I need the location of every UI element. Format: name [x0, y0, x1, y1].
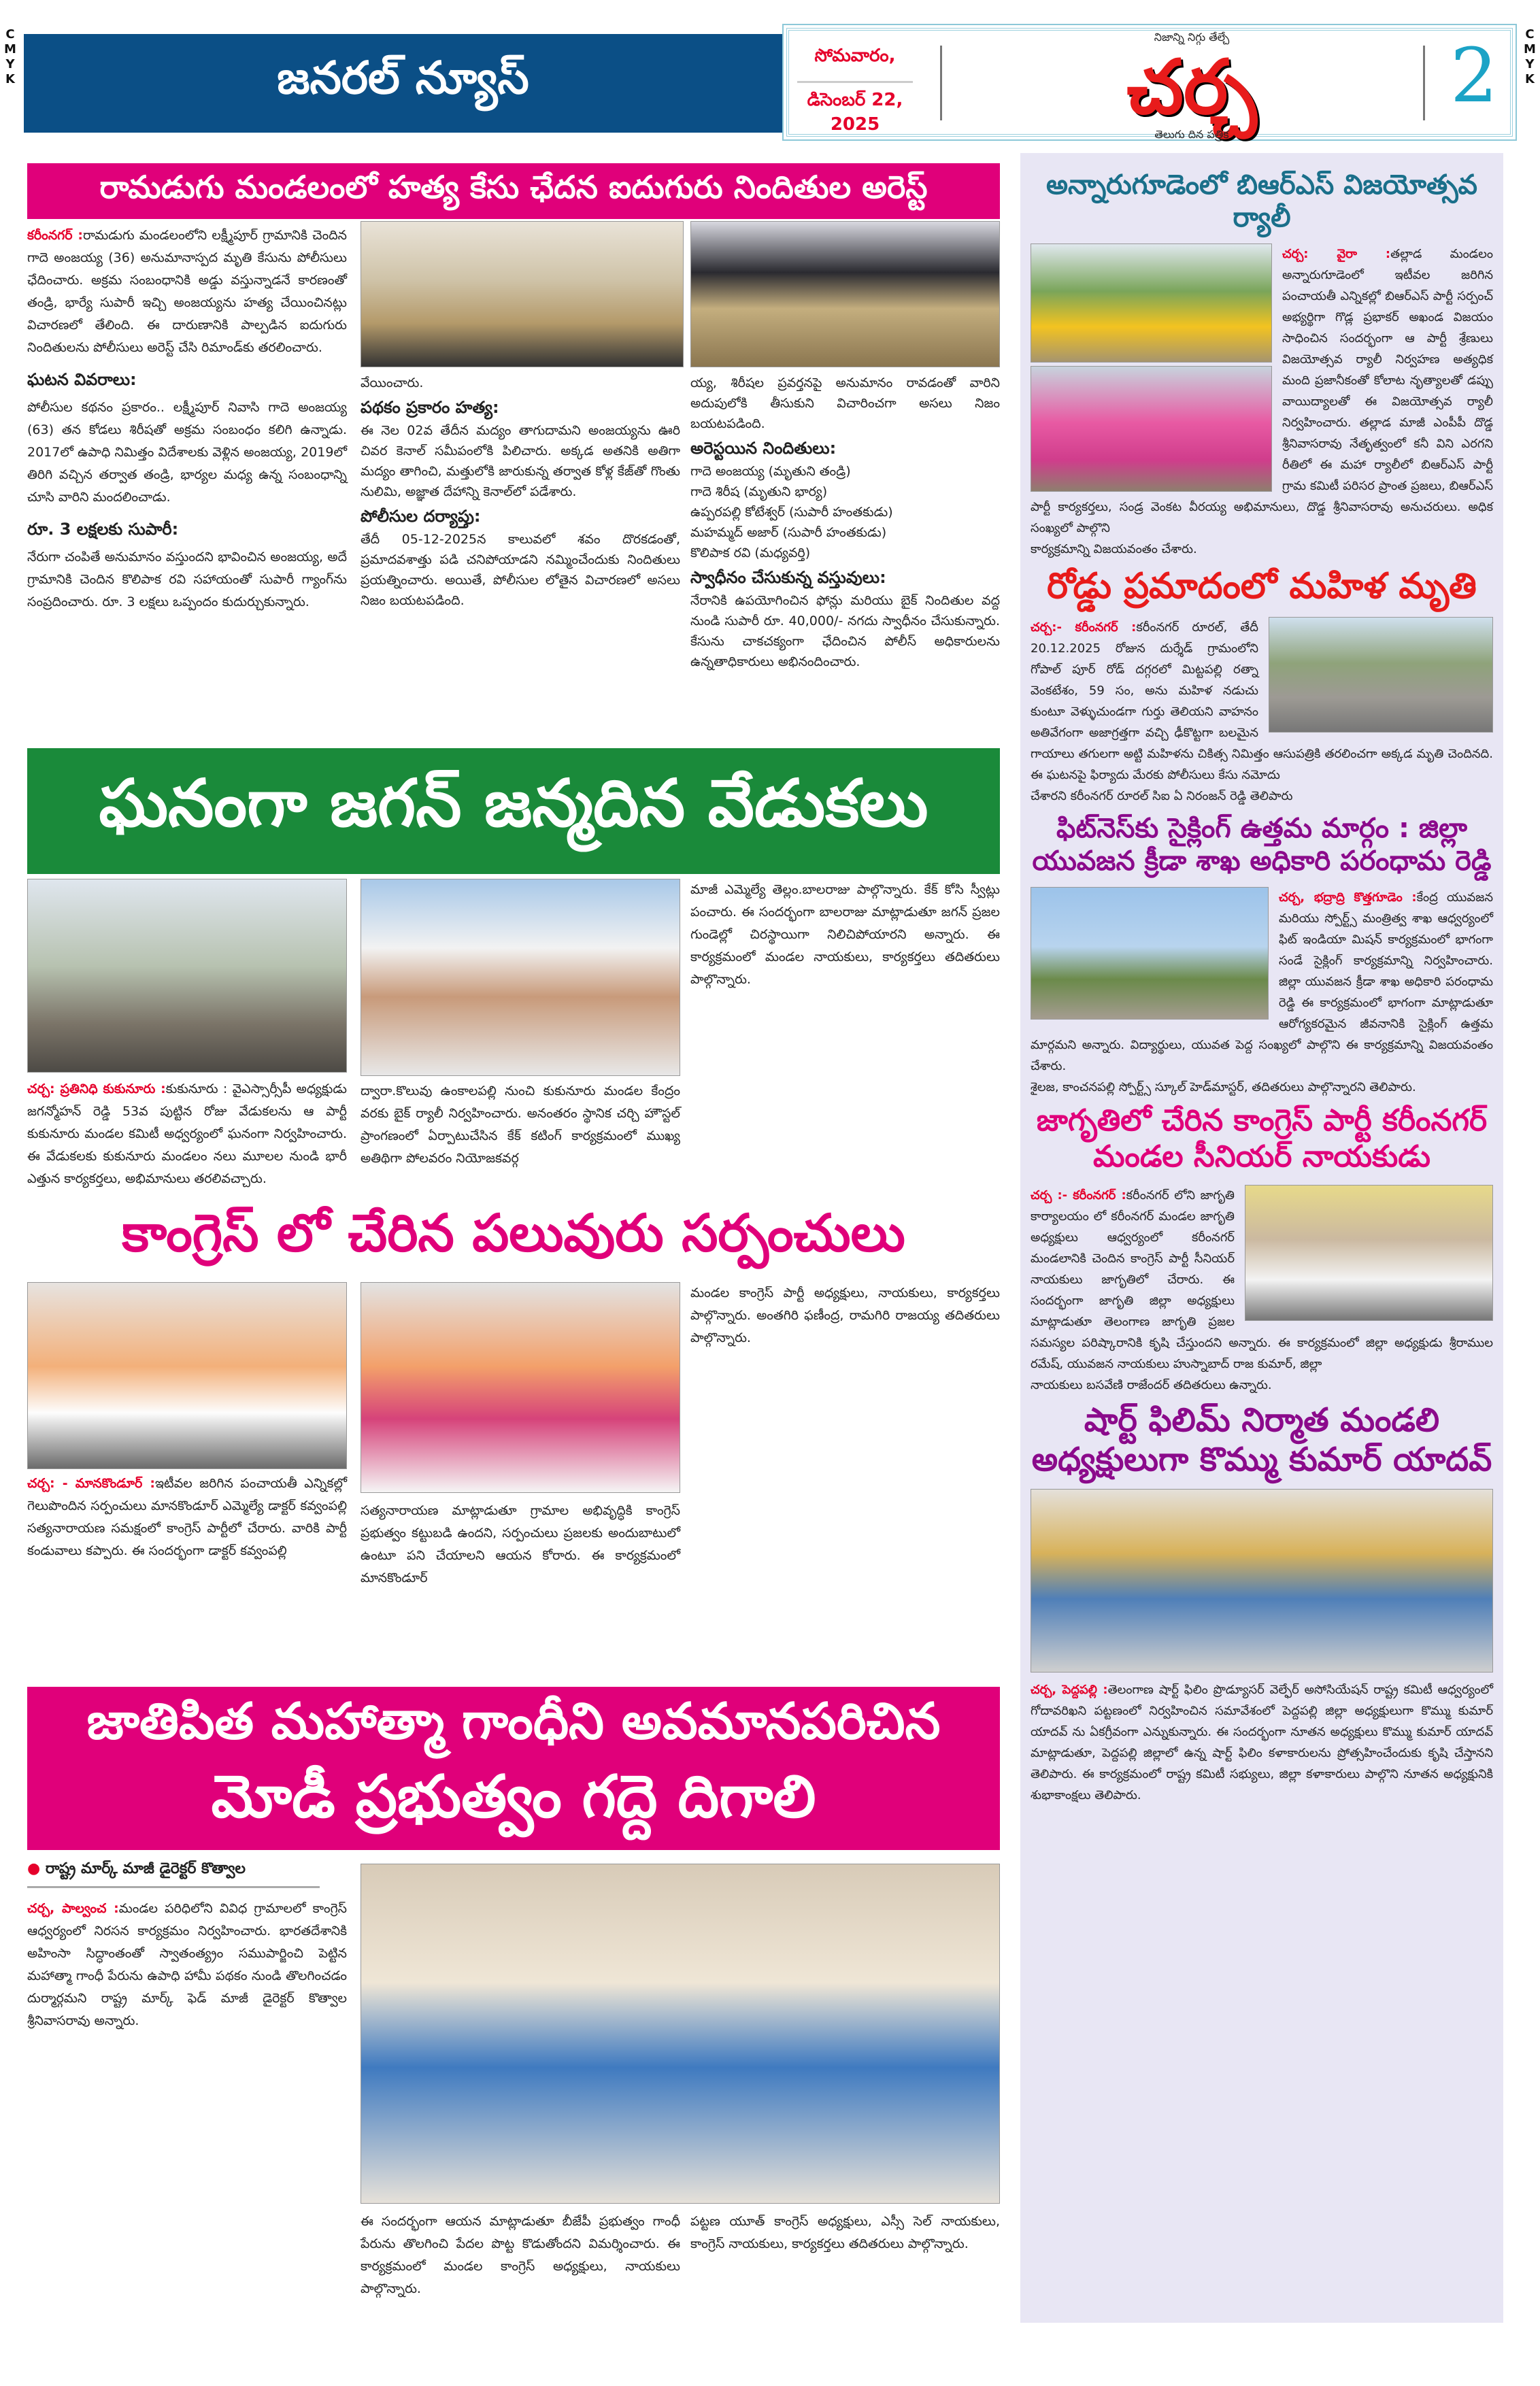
paper-subtitle: తెలుగు దిన పత్రిక — [1154, 128, 1229, 141]
subheading: పథకం ప్రకారం హత్య: — [361, 398, 499, 417]
paragraph: య్య, శిరీషల ప్రవర్తనపై అనుమానం రావడంతో వారిని అదుపులోకి తీసుకుని విచారించగా అసలు నిజం బయటపడింది. — [690, 375, 1000, 431]
subheading: ఘటన వివరాలు: — [27, 370, 137, 389]
dateline: చర్చ :- కరీంనగర్ : — [1031, 1188, 1126, 1203]
section-title-banner — [24, 34, 782, 133]
list-item: మహమ్మద్ అజార్ (సుపారీ హంతకుడు) — [690, 525, 887, 540]
paragraph: కరీంనగర్ లోని జాగృతి కార్యాలయం లో కరీంనగర్ మండల జాగృతి అధ్యక్షులు ఆధ్వర్యంలో కరీంనగర్ మండలానికి చెందిన కాంగ్రెస్ పార్టీ సీనియర్ నాయకులు జాగృతిలో చేరారు. ఈ సందర్భంగా జాగృతి జిల్లా అధ్యక్షులు మాట్లాడుతూ తెలంగాణ జాగృతి ప్రజల సమస్యల పరిష్కారానికి కృషి చేస్తుందని అన్నారు. ఈ కార్యక్రమంలో జిల్లా అధ్యక్షుడు శ్రీరాముల రమేష్, యువజన నాయకులు హుస్నాబాద్ రాజ కుమార్, జిల్లా — [1031, 1188, 1493, 1371]
registration-mark-left: CMYK — [4, 27, 16, 86]
photo-sarpanch-joining-2 — [361, 1282, 680, 1493]
photo-police-press-meet — [361, 221, 684, 367]
subheading: రూ. 3 లక్షలకు సుపారీ: — [27, 520, 179, 539]
headline-story4 — [27, 1687, 1000, 1850]
story3-col2 — [361, 1500, 680, 1590]
headline-story2: ఘనంగా జగన్ జన్మదిన వేడుకలు — [27, 748, 1000, 874]
accused-list — [690, 461, 1000, 563]
story3-col1 — [27, 1473, 347, 1562]
photo-accused-with-police — [690, 221, 1000, 367]
divider — [1423, 46, 1425, 120]
brs-rally-photos — [1031, 243, 1272, 492]
headline-line: మోడీ ప్రభుత్వం గద్దె దిగాలి — [211, 1762, 816, 1831]
day-label: సోమవారం, — [814, 46, 896, 66]
paragraph: మండల పరిధిలోని వివిధ గ్రామాలలో కాంగ్రెస్ ఆధ్వర్యంలో నిరసన కార్యక్రమం నిర్వహించారు. భారతదేశానికి అహింసా సిద్ధాంతంతో స్వాతంత్య్రం సముపార్జించి పెట్టిన మహాత్మా గాంధీ పేరును ఉపాధి హామీ పథకం నుండి తొలగించడం దుర్మార్గమని రాష్ట్ర మార్క్ ఫెడ్ మాజీ డైరెక్టర్ కొత్వాల శ్రీనివాసరావు అన్నారు. — [27, 1901, 347, 2028]
paragraph: చేశారని కరీంనగర్ రూరల్ సిఐ ఏ నిరంజన్ రెడ్డి తెలిపారు — [1031, 789, 1293, 804]
story4-col2 — [361, 2211, 680, 2300]
story2-col3 — [690, 879, 1000, 991]
story2-col1 — [27, 1078, 347, 1190]
list-item: ఉప్పరపల్లి కోటేశ్వర్ (సుపారీ హంతకుడు) — [690, 505, 893, 520]
photo-accident-site — [1269, 617, 1493, 733]
headline-line: జాతిపిత మహాత్మా గాంధీని అవమానపరిచిన — [86, 1692, 941, 1751]
photo-sarpanch-joining-1 — [27, 1282, 347, 1469]
dateline: కరీంనగర్ : — [27, 228, 83, 243]
headline-short-film: షార్ట్ ఫిలిమ్ నిర్మాత మండలి అధ్యక్షులుగా కొమ్ము కుమార్ యాదవ్ — [1031, 1400, 1492, 1479]
paragraph: కుకునూరు : వైఎస్సార్సీపీ అధ్యక్షుడు జగన్మోహన్ రెడ్డి 53వ పుట్టిన రోజు వేడుకలను ఆ పార్టీ కుకునూరు మండల కమిటీ అధ్వర్యంలో ఘనంగా నిర్వహించారు. ఈ వేడుకలకు కుకునూరు మండలం నలు మూలల నుండి భారీ ఎత్తున కార్యకర్తలు, అభిమానులు తరలివచ్చారు. — [27, 1081, 347, 1186]
headline-story3: కాంగ్రెస్ లో చేరిన పలువురు సర్పంచులు — [122, 1203, 905, 1263]
page-number: 2 — [1450, 32, 1498, 119]
right-column — [1020, 153, 1503, 2323]
paragraph: నేరానికి ఉపయోగించిన ఫోన్లు మరియు బైక్ నిందితుల వద్ద నుండి సుపారీ రూ. 40,000/- నగదు స్వాధీనం చేసుకున్నారు. కేసును చాకచక్యంగా ఛేదించిన పోలీస్ అధికారులను ఉన్నతాధికారులు అభినందించారు. — [690, 593, 1000, 669]
headline-brs-rally: అన్నారుగూడెంలో బిఆర్ఎస్ విజయోత్సవ ర్యాలీ — [1045, 169, 1477, 233]
photo-rally-vehicle — [1031, 243, 1272, 363]
date-label: డిసెంబర్ 22, 2025 — [797, 81, 913, 135]
paragraph: శైలజ, కాంచనపల్లి స్పోర్ట్స్ స్కూల్ హెడ్‌మాస్టర్, తదితరులు పాల్గొన్నారని తెలిపారు. — [1031, 1080, 1416, 1095]
paper-tagline: నిజాన్ని నిగ్గు తేల్చే — [1154, 31, 1230, 44]
dateline: చర్చ, పాల్వంచ : — [27, 1901, 119, 1916]
short-film-body — [1031, 1679, 1493, 1806]
paragraph: నేరుగా చంపితే అనుమానం వస్తుందని భావించిన అంజయ్య, అదే గ్రామానికి చెందిన కొలిపాక రవి సహాయంతో సుపారీ గ్యాంగ్‌ను సంప్రదించారు. రూ. 3 లక్షలు ఒప్పందం కుదుర్చుకున్నారు. — [27, 550, 347, 609]
paragraph: కేంద్ర యువజన మరియు స్పోర్ట్స్ మంత్రిత్వ శాఖ ఆధ్వర్యంలో ఫిట్ ఇండియా మిషన్ కార్యక్రమంలో భాగంగా సండే సైక్లింగ్ కార్యక్రమాన్ని నిర్వహించారు. జిల్లా యువజన క్రీడా శాఖ అధికారి పరంధామ రెడ్డి ఈ కార్యక్రమంలో భాగంగా మాట్లాడుతూ ఆరోగ్యకరమైన జీవనానికి సైక్లింగ్ ఉత్తమ మార్గమని అన్నారు. విద్యార్థులు, యువత పెద్ద సంఖ్యలో పాల్గొని ఈ కార్యక్రమాన్ని విజయవంతం చేశారు. — [1031, 890, 1493, 1074]
dateline: చర్చ:- కరీంనగర్ : — [1031, 620, 1137, 635]
story4-col3 — [690, 2211, 1000, 2255]
story1-col2 — [361, 373, 680, 611]
dateline: చర్చ: ప్రతినిధి కుకునూరు : — [27, 1081, 166, 1096]
photo-bike-rally — [27, 879, 347, 1073]
story1-col3 — [690, 373, 1000, 672]
dateline: చర్చ: - మానకొండూర్ : — [27, 1476, 155, 1491]
kicker: ● రాష్ట్ర మార్క్ మాజీ డైరెక్టర్ కొత్వాల — [27, 1860, 320, 1888]
paragraph: కరీంనగర్ రూరల్, తేదీ 20.12.2025 రోజున దుర్శేడ్ గ్రామంలోని గోపాల్ పూర్ రోడ్ దగ్గరలో మిట్టపల్లి రత్నా వెంకటేశం, 59 సం, అను మహిళ నడుచు కుంటూ వెళ్ళుచుండగా గుర్తు తెలియని వాహనం అతివేగంగా అజాగ్రత్తగా వచ్చి ఢీకొట్టగా బలమైన గాయాలు తగులగా అట్టి మహిళను చికిత్స నిమిత్తం ఆసుపత్రికి తరలించగా అక్కడ మృతి చెందినది. ఈ ఘటనపై ఫిర్యాదు మేరకు పోలీసులు కేసు నమోదు — [1031, 620, 1493, 783]
paragraph: తెలంగాణ షార్ట్ ఫిలిం ప్రొడ్యూసర్ వెల్ఫేర్ అసోసియేషన్ రాష్ట్ర కమిటీ ఆధ్వర్యంలో గోదావరిఖని పట్టణంలో నిర్వహించిన సమావేశంలో పెద్దపల్లి జిల్లా అధ్యక్షులుగా కొమ్ము కుమార్ యాదవ్ ను ఏకగ్రీవంగా ఎన్నుకున్నారు. ఈ సందర్భంగా నూతన అధ్యక్షులు కొమ్ము కుమార్ యాదవ్ మాట్లాడుతూ, పెద్దపల్లి జిల్లాలో ఉన్న షార్ట్ ఫిలిం కళాకారులను ప్రోత్సహించేందుకు కృషి చేస్తానని తెలిపారు. ఈ కార్యక్రమంలో రాష్ట్ర కమిటీ సభ్యులు, జిల్లా కళాకారులు పాల్గొని నూతన అధ్యక్షునికి శుభాకాంక్షలు తెలిపారు. — [1031, 1683, 1493, 1803]
paragraph: పోలీసుల కథనం ప్రకారం.. లక్ష్మీపూర్ నివాసి గాదె అంజయ్య (63) తన కోడలు శిరీషతో అక్రమ సంబంధం కలిగి ఉన్నాడు. 2017లో ఉపాధి నిమిత్తం విదేశాలకు వెళ్లిన అంజయ్య, 2019లో తిరిగి వచ్చిన తర్వాత తండ్రి, భార్యల మధ్య ఉన్న సంబంధాన్ని చూసి వారిని మందలించాడు. — [27, 400, 347, 505]
paragraph: నాయకులు బసవేణి రాజేందర్ తదితరులు ఉన్నారు. — [1031, 1377, 1272, 1392]
photo-kolatam-dance — [1031, 366, 1272, 492]
headline-cycling: ఫిట్‌నెస్‌కు సైక్లింగ్ ఉత్తమ మార్గం : జిల్లా యువజన క్రీడా శాఖ అధికారి పరంధామ రెడ్డి — [1032, 813, 1492, 877]
photo-cake-cutting — [361, 879, 680, 1076]
story2-col2 — [361, 1080, 680, 1170]
dateline: చర్చ: వైరా : — [1282, 247, 1391, 261]
dateline: చర్చ, పెద్దపల్లి : — [1031, 1683, 1108, 1698]
photo-gandhi-protest — [361, 1864, 1000, 2204]
divider — [940, 46, 942, 120]
photo-jagruthi-joining — [1245, 1185, 1493, 1321]
list-item: గాదె శిరీష (మృతుని భార్య) — [690, 484, 828, 499]
story1-col1 — [27, 224, 347, 614]
photo-cycling-event — [1031, 887, 1269, 1020]
paragraph: ఈ సందర్భంగా ఆయన మాట్లాడుతూ బీజేపీ ప్రభుత్వం గాంధీ పేరును తొలగించి పేదల పొట్ట కొడుతోందని విమర్శించారు. ఈ కార్యక్రమంలో మండల కాంగ్రెస్ అధ్యక్షులు, నాయకులు పాల్గొన్నారు. — [361, 2214, 680, 2296]
headline-jagruthi: జాగృతిలో చేరిన కాంగ్రెస్ పార్టీ కరీంనగర్ మండల సీనియర్ నాయకుడు — [1036, 1103, 1488, 1175]
kicker-text: రాష్ట్ర మార్క్ మాజీ డైరెక్టర్ కొత్వాల — [45, 1860, 246, 1877]
paragraph: కార్యక్రమాన్ని విజయవంతం చేశారు. — [1031, 542, 1197, 556]
headline-road-accident: రోడ్డు ప్రమాదంలో మహిళ మృతి — [1047, 566, 1477, 607]
registration-mark-right: CMYK — [1524, 27, 1536, 86]
subheading: పోలీసుల దర్యాప్తు: — [361, 507, 481, 526]
paragraph: ఈ నెల 02వ తేదీన మద్యం తాగుదామని అంజయ్యను ఊరి చివర కెనాల్ సమీపంలోకి పిలిచారు. అక్కడ అతనికి అతిగా మద్యం తాగించి, మత్తులోకి జారుకున్న తర్వాత కోళ్ల కేజ్‌తో గొంతు నులిమి, అజ్ఞాత దేహాన్ని కెనాల్‌లో పడేశారు. — [361, 423, 680, 499]
list-item: గాదె అంజయ్య (మృతుని తండ్రి) — [690, 464, 851, 479]
paragraph: ద్వారా.కొలువు ఉంకాలపల్లి నుంచి కుకునూరు మండల కేంద్రం వరకు బైక్ ర్యాలీ నిర్వహించారు. అనంతరం స్థానిక చర్చి హౌస్టల్ ప్రాంగణంలో ఏర్పాటుచేసిన కేక్ కటింగ్ కార్యక్రమంలో ముఖ్య అతిథిగా పోలవరం నియోజకవర్గ — [361, 1083, 680, 1166]
paragraph: వేయించారు. — [361, 375, 424, 390]
paragraph: తల్లాడ మండలం అన్నారుగూడెంలో ఇటీవల జరిగిన పంచాయతీ ఎన్నికల్లో బిఆర్ఎస్ పార్టీ సర్పంచ్ అభ్యర్థిగా గొడ్ల ప్రభాకర్ అఖండ విజయం సాధించిన సందర్భంగా ఆ పార్టీ శ్రేణులు విజయోత్సవ ర్యాలీ నిర్వహణ అత్యధిక మంది ప్రజానీకంతో కోలాట నృత్యాలతో డప్పు వాయిద్యాలతో ఈ విజయోత్సవ ర్యాలీ నిర్వహించారు. తల్లాడ మాజీ ఎంపీపీ దొడ్డ శ్రీనివాసరావు నేతృత్వంలో కనీ విని ఎరగని రీతిలో ఈ మహా ర్యాలీలో బిఆర్ఎస్ పార్టీ గ్రామ కమిటీ పరిసర ప్రాంత ప్రజలు, బిఆర్ఎస్ పార్టీ కార్యకర్తలు, సండ్ర వెంకట వీరయ్య అభిమానులు, దొడ్డ శ్రీనివాసరావు అనుచరులు. అధిక సంఖ్యలో పాల్గొని — [1031, 247, 1493, 535]
paragraph: మండల కాంగ్రెస్ పార్టీ అధ్యక్షులు, నాయకులు, కార్యకర్తలు పాల్గొన్నారు. అంతగిరి ఫణీంద్ర, రామగిరి రాజయ్య తదితరులు పాల్గొన్నారు. — [690, 1286, 1000, 1345]
photo-short-film-association — [1031, 1489, 1493, 1673]
paragraph: తేదీ 05-12-2025న కాలువలో శవం దొరకడంతో, ప్రమాదవశాత్తు పడి చనిపోయాడని నమ్మించేందుకు నిందితులు ప్రయత్నించారు. అయితే, పోలీసుల లోతైన విచారణలో అసలు నిజం బయటపడింది. — [361, 532, 680, 608]
subheading: స్వాధీనం చేసుకున్న వస్తువులు: — [690, 568, 886, 587]
paragraph: సత్యనారాయణ మాట్లాడుతూ గ్రామాల అభివృద్ధికి కాంగ్రెస్ ప్రభుత్వం కట్టుబడి ఉందని, సర్పంచులు ప్రజలకు అందుబాటులో ఉంటూ పని చేయాలని ఆయన కోరారు. ఈ కార్యక్రమంలో మానకొండూర్ — [361, 1503, 680, 1585]
headline-story1: రామడుగు మండలంలో హత్య కేసు ఛేదన ఐదుగురు నిందితుల అరెస్ట్ — [27, 163, 1000, 219]
paragraph: పట్టణ యూత్ కాంగ్రెస్ అధ్యక్షులు, ఎస్సీ సెల్ నాయకులు, కాంగ్రెస్ నాయకులు, కార్యకర్తలు తదితరులు పాల్గొన్నారు. — [690, 2214, 1000, 2251]
masthead — [782, 24, 1517, 141]
list-item: కొలిపాక రవి (మధ్యవర్తి) — [690, 545, 811, 560]
subheading: అరెస్టయిన నిందితులు: — [690, 439, 837, 458]
section-title: జనరల్ న్యూస్ — [277, 52, 529, 104]
story3-col3 — [690, 1282, 1000, 1349]
story4-col1 — [27, 1898, 347, 2032]
paragraph: ఇటీవల జరిగిన పంచాయతీ ఎన్నికల్లో గెలుపొందిన సర్పంచులు మానకొండూర్ ఎమ్మెల్యే డాక్టర్ కవ్వంపల్లి సత్యనారాయణ సమక్షంలో కాంగ్రెస్ పార్టీలో చేరారు. వారికి పార్టీ కండువాలు కప్పారు. ఈ సందర్భంగా డాక్టర్ కవ్వంపల్లి — [27, 1476, 347, 1558]
story-lead: రామడుగు మండలంలోని లక్ష్మీపూర్ గ్రామానికి చెందిన గాదె అంజయ్య (36) అనుమానాస్పద మృతి కేసును పోలీసులు ఛేదించారు. అక్రమ సంబంధానికి అడ్డు వస్తున్నాడనే కారణంతో తండ్రి, భార్యే సుపారీ ఇచ్చి అంజయ్యను హత్య చేయించినట్లు విచారణలో తేలింది. ఈ దారుణానికి పాల్పడిన ఐదుగురు నిందితులను పోలీసులు అరెస్ట్ చేసి రిమాండ్‌కు తరలించారు. — [27, 228, 347, 355]
dateline: చర్చ, భద్రాద్రి కొత్తగూడెం : — [1279, 890, 1417, 905]
paper-logo — [954, 31, 1430, 144]
paper-name: చర్చ — [1126, 44, 1257, 131]
paragraph: మాజీ ఎమ్మెల్యే తెల్లం.బాలరాజు పాల్గొన్నారు. కేక్ కోసి స్వీట్లు పంచారు. ఈ సందర్భంగా బాలరాజు మాట్లాడుతూ జగన్ ప్రజల గుండెల్లో చిరస్థాయిగా నిలిచిపోయారని అన్నారు. ఈ కార్యక్రమంలో మండల నాయకులు, కార్యకర్తలు తదితరులు పాల్గొన్నారు. — [690, 882, 1000, 987]
